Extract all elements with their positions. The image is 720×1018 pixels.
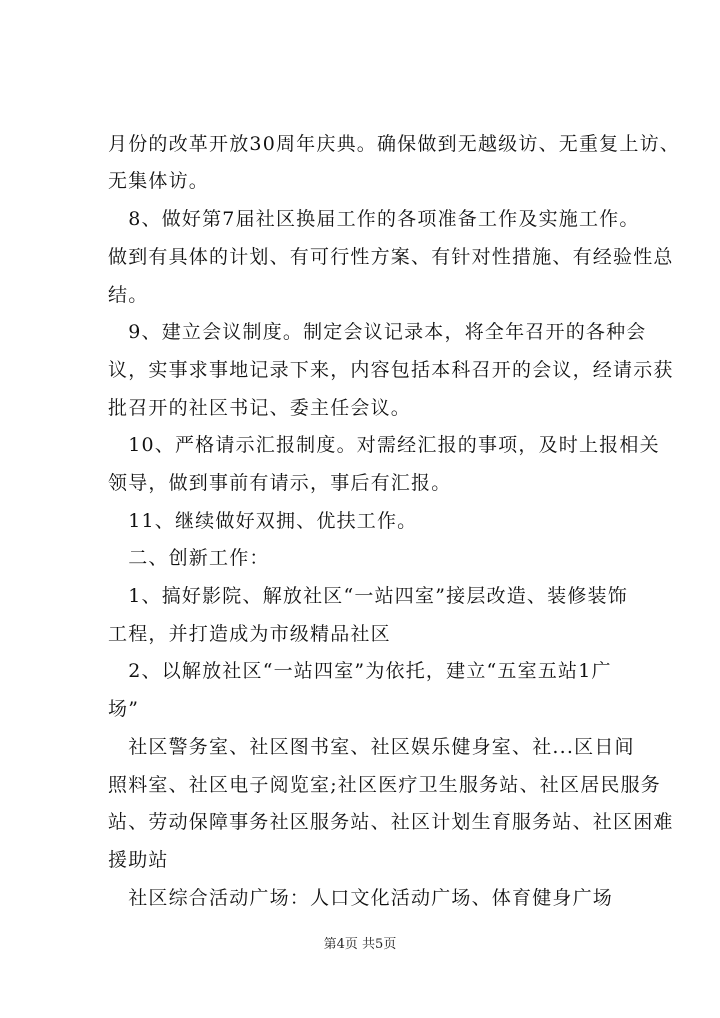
text-line: 议，实事求事地记录下来，内容包括本科召开的会议，经请示获 (108, 359, 674, 381)
text-line: 2、以解放社区“一站四室”为依托，建立“五室五站1广 (108, 660, 612, 682)
text-line: 社区综合活动广场：人口文化活动广场、体育健身广场 (108, 887, 614, 909)
text-line: 批召开的社区书记、委主任会议。 (108, 397, 412, 419)
text-line: 领导，做到事前有请示，事后有汇报。 (108, 472, 452, 494)
section-heading: 二、创新工作： (108, 547, 270, 569)
page-footer: 第4页 共5页 (323, 937, 397, 952)
text-line: 社区警务室、社区图书室、社区娱乐健身室、社...区日间 (108, 736, 635, 758)
text-line: 工程，并打造成为市级精品社区 (108, 623, 391, 645)
text-line: 9、建立会议制度。制定会议记录本，将全年召开的各种会 (108, 321, 647, 343)
text-line: 结。 (108, 284, 149, 306)
text-line: 无集体访。 (108, 170, 210, 192)
text-line: 援助站 (108, 849, 169, 871)
text-line: 月份的改革开放30周年庆典。确保做到无越级访、无重复上访、 (108, 133, 680, 155)
text-line: 8、做好第7届社区换届工作的各项准备工作及实施工作。 (108, 208, 640, 230)
text-line: 场” (108, 698, 140, 720)
text-line: 11、继续做好双拥、优扶工作。 (108, 510, 418, 532)
text-line: 10、严格请示汇报制度。对需经汇报的事项，及时上报相关 (108, 434, 660, 456)
text-line: 做到有具体的计划、有可行性方案、有针对性措施、有经验性总 (108, 246, 674, 268)
text-line: 照料室、社区电子阅览室;社区医疗卫生服务站、社区居民服务 (108, 774, 662, 796)
text-line: 站、劳动保障事务社区服务站、社区计划生育服务站、社区困难 (108, 811, 674, 833)
text-line: 1、搞好影院、解放社区“一站四室”接层改造、装修装饰 (108, 585, 628, 607)
